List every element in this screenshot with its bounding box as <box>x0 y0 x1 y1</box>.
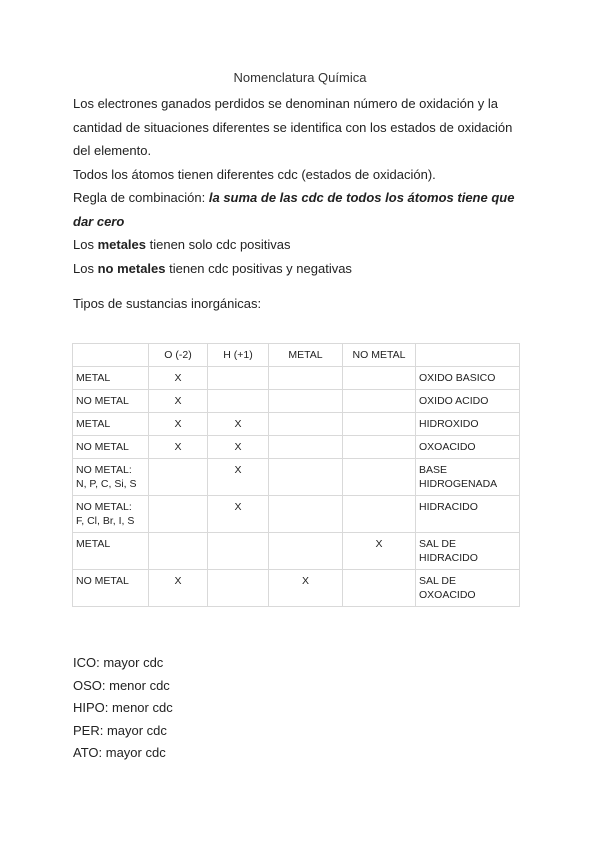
nometal-cell <box>343 367 416 390</box>
oxygen-cell <box>149 570 208 607</box>
result-cell-text: SAL DE <box>419 575 456 587</box>
metales-bold: metales <box>97 237 146 252</box>
suffix-item: PER: mayor cdc <box>73 722 167 738</box>
oxygen-cell <box>149 496 208 533</box>
row-label-cell <box>73 413 149 436</box>
row-label-cell-text: METAL <box>76 538 111 550</box>
metal-cell <box>269 570 343 607</box>
suffix-item: ICO: mayor cdc <box>73 655 164 670</box>
oxygen-cell <box>149 367 208 390</box>
row-label-cell-text: METAL <box>76 418 111 430</box>
result-cell-text: BASE <box>419 464 448 476</box>
result-cell-text: HIDROXIDO <box>419 418 479 430</box>
hydrogen-cell-text: X <box>234 501 242 513</box>
metal-cell <box>269 390 343 413</box>
metal-cell <box>269 367 343 390</box>
substances-table <box>72 343 520 607</box>
table-row <box>73 390 520 413</box>
nometales-prefix: Los <box>73 260 98 276</box>
result-cell-text: OXOACIDO <box>419 589 476 601</box>
result-cell-text: OXIDO ACIDO <box>419 395 489 407</box>
result-cell <box>416 533 520 570</box>
table-row <box>73 533 520 570</box>
nometal-cell <box>343 570 416 607</box>
row-label-cell <box>73 533 149 570</box>
row-label-cell-text: NO METAL <box>76 395 129 407</box>
header-cell <box>416 344 520 367</box>
result-cell-text: HIDRACIDO <box>419 552 478 564</box>
nometal-cell <box>343 436 416 459</box>
metal-cell <box>269 459 343 496</box>
result-cell <box>416 459 520 496</box>
nometal-cell-text: X <box>375 538 383 550</box>
hydrogen-cell-text: X <box>234 441 242 453</box>
nometales-line <box>73 257 533 281</box>
rule-emphasis: la suma de las cdc de todos los átomos tiene que <box>208 190 515 205</box>
nometales-bold: no metales <box>97 260 166 276</box>
row-label-cell <box>73 367 149 390</box>
hydrogen-cell <box>208 436 269 459</box>
result-cell-text: SAL DE <box>419 538 456 550</box>
hydrogen-cell-text: X <box>234 418 242 430</box>
header-cell: NO METAL <box>343 344 416 367</box>
result-cell <box>416 496 520 533</box>
row-label-cell-text: NO METAL: <box>76 501 132 513</box>
intro-line: cantidad de situaciones diferentes se identifica con los estados de oxidación <box>73 119 513 135</box>
oxygen-cell-text: X <box>174 575 182 587</box>
combination-rule-cont <box>73 210 533 234</box>
metal-cell <box>269 496 343 533</box>
header-cell <box>73 344 149 367</box>
hydrogen-cell <box>208 367 269 390</box>
result-cell <box>416 390 520 413</box>
intro-text <box>73 92 533 280</box>
header-cell: METAL <box>269 344 343 367</box>
nometal-cell <box>343 533 416 570</box>
combination-rule <box>73 186 533 210</box>
result-cell <box>416 570 520 607</box>
table-row <box>73 570 520 607</box>
result-cell-text: OXIDO BASICO <box>419 372 496 384</box>
header-cell: H (+1) <box>208 344 269 367</box>
row-label-cell-text: NO METAL: <box>76 464 132 476</box>
metal-cell-text: X <box>301 575 309 587</box>
intro-line: del elemento. <box>73 143 152 158</box>
nometal-cell <box>343 390 416 413</box>
hydrogen-cell <box>208 570 269 607</box>
metal-cell <box>269 413 343 436</box>
metal-cell <box>269 533 343 570</box>
oxygen-cell-text: X <box>174 418 182 430</box>
table-row <box>73 459 520 496</box>
intro-line: Todos los átomos tienen diferentes cdc (estados de oxidación). <box>73 166 436 182</box>
result-cell-text: HIDRACIDO <box>419 501 478 513</box>
row-label-cell <box>73 496 149 533</box>
suffix-item: ATO: mayor cdc <box>73 745 166 760</box>
suffix-item: HIPO: menor cdc <box>73 700 173 715</box>
row-label-cell-text: NO METAL <box>76 441 129 453</box>
oxygen-cell-text: X <box>174 372 182 384</box>
row-label-cell-text: N, P, C, Si, S <box>76 478 137 490</box>
result-cell <box>416 367 520 390</box>
hydrogen-cell <box>208 459 269 496</box>
nometales-suffix: tienen cdc positivas y negativas <box>165 260 352 276</box>
rule-prefix: Regla de combinación: <box>73 190 209 205</box>
row-label-cell <box>73 459 149 496</box>
hydrogen-cell <box>208 496 269 533</box>
result-cell-text: HIDROGENADA <box>419 478 498 490</box>
oxygen-cell <box>149 459 208 496</box>
nometal-cell <box>343 459 416 496</box>
metales-line <box>73 233 533 257</box>
metales-suffix: tienen solo cdc positivas <box>146 237 291 252</box>
suffix-item: OSO: menor cdc <box>73 677 170 693</box>
hydrogen-cell-text: X <box>234 464 242 476</box>
nometal-cell <box>343 413 416 436</box>
oxygen-cell <box>149 533 208 570</box>
hydrogen-cell <box>208 533 269 570</box>
nometal-cell <box>343 496 416 533</box>
row-label-cell <box>73 436 149 459</box>
table-row <box>73 367 520 390</box>
oxygen-cell <box>149 436 208 459</box>
oxygen-cell-text: X <box>174 441 182 453</box>
table-header-row <box>73 344 520 367</box>
hydrogen-cell <box>208 413 269 436</box>
header-cell: O (-2) <box>149 344 208 367</box>
oxygen-cell <box>149 413 208 436</box>
table-row <box>73 413 520 436</box>
oxygen-cell <box>149 390 208 413</box>
result-cell <box>416 436 520 459</box>
table-row <box>73 496 520 533</box>
oxygen-cell-text: X <box>174 395 182 407</box>
types-heading: Tipos de sustancias inorgánicas: <box>73 296 262 311</box>
row-label-cell <box>73 570 149 607</box>
metales-prefix: Los <box>73 237 98 252</box>
row-label-cell-text: F, Cl, Br, I, S <box>76 515 135 527</box>
row-label-cell-text: NO METAL <box>76 575 129 587</box>
result-cell-text: OXOACIDO <box>419 441 476 453</box>
rule-emphasis-cont: dar cero <box>73 213 125 229</box>
row-label-cell <box>73 390 149 413</box>
suffix-list <box>73 652 173 765</box>
metal-cell <box>269 436 343 459</box>
intro-line: Los electrones ganados perdidos se denominan número de oxidación y la <box>73 96 498 111</box>
page-title: Nomenclatura Química <box>233 70 367 85</box>
hydrogen-cell <box>208 390 269 413</box>
row-label-cell-text: METAL <box>76 372 111 384</box>
table-row <box>73 436 520 459</box>
result-cell <box>416 413 520 436</box>
